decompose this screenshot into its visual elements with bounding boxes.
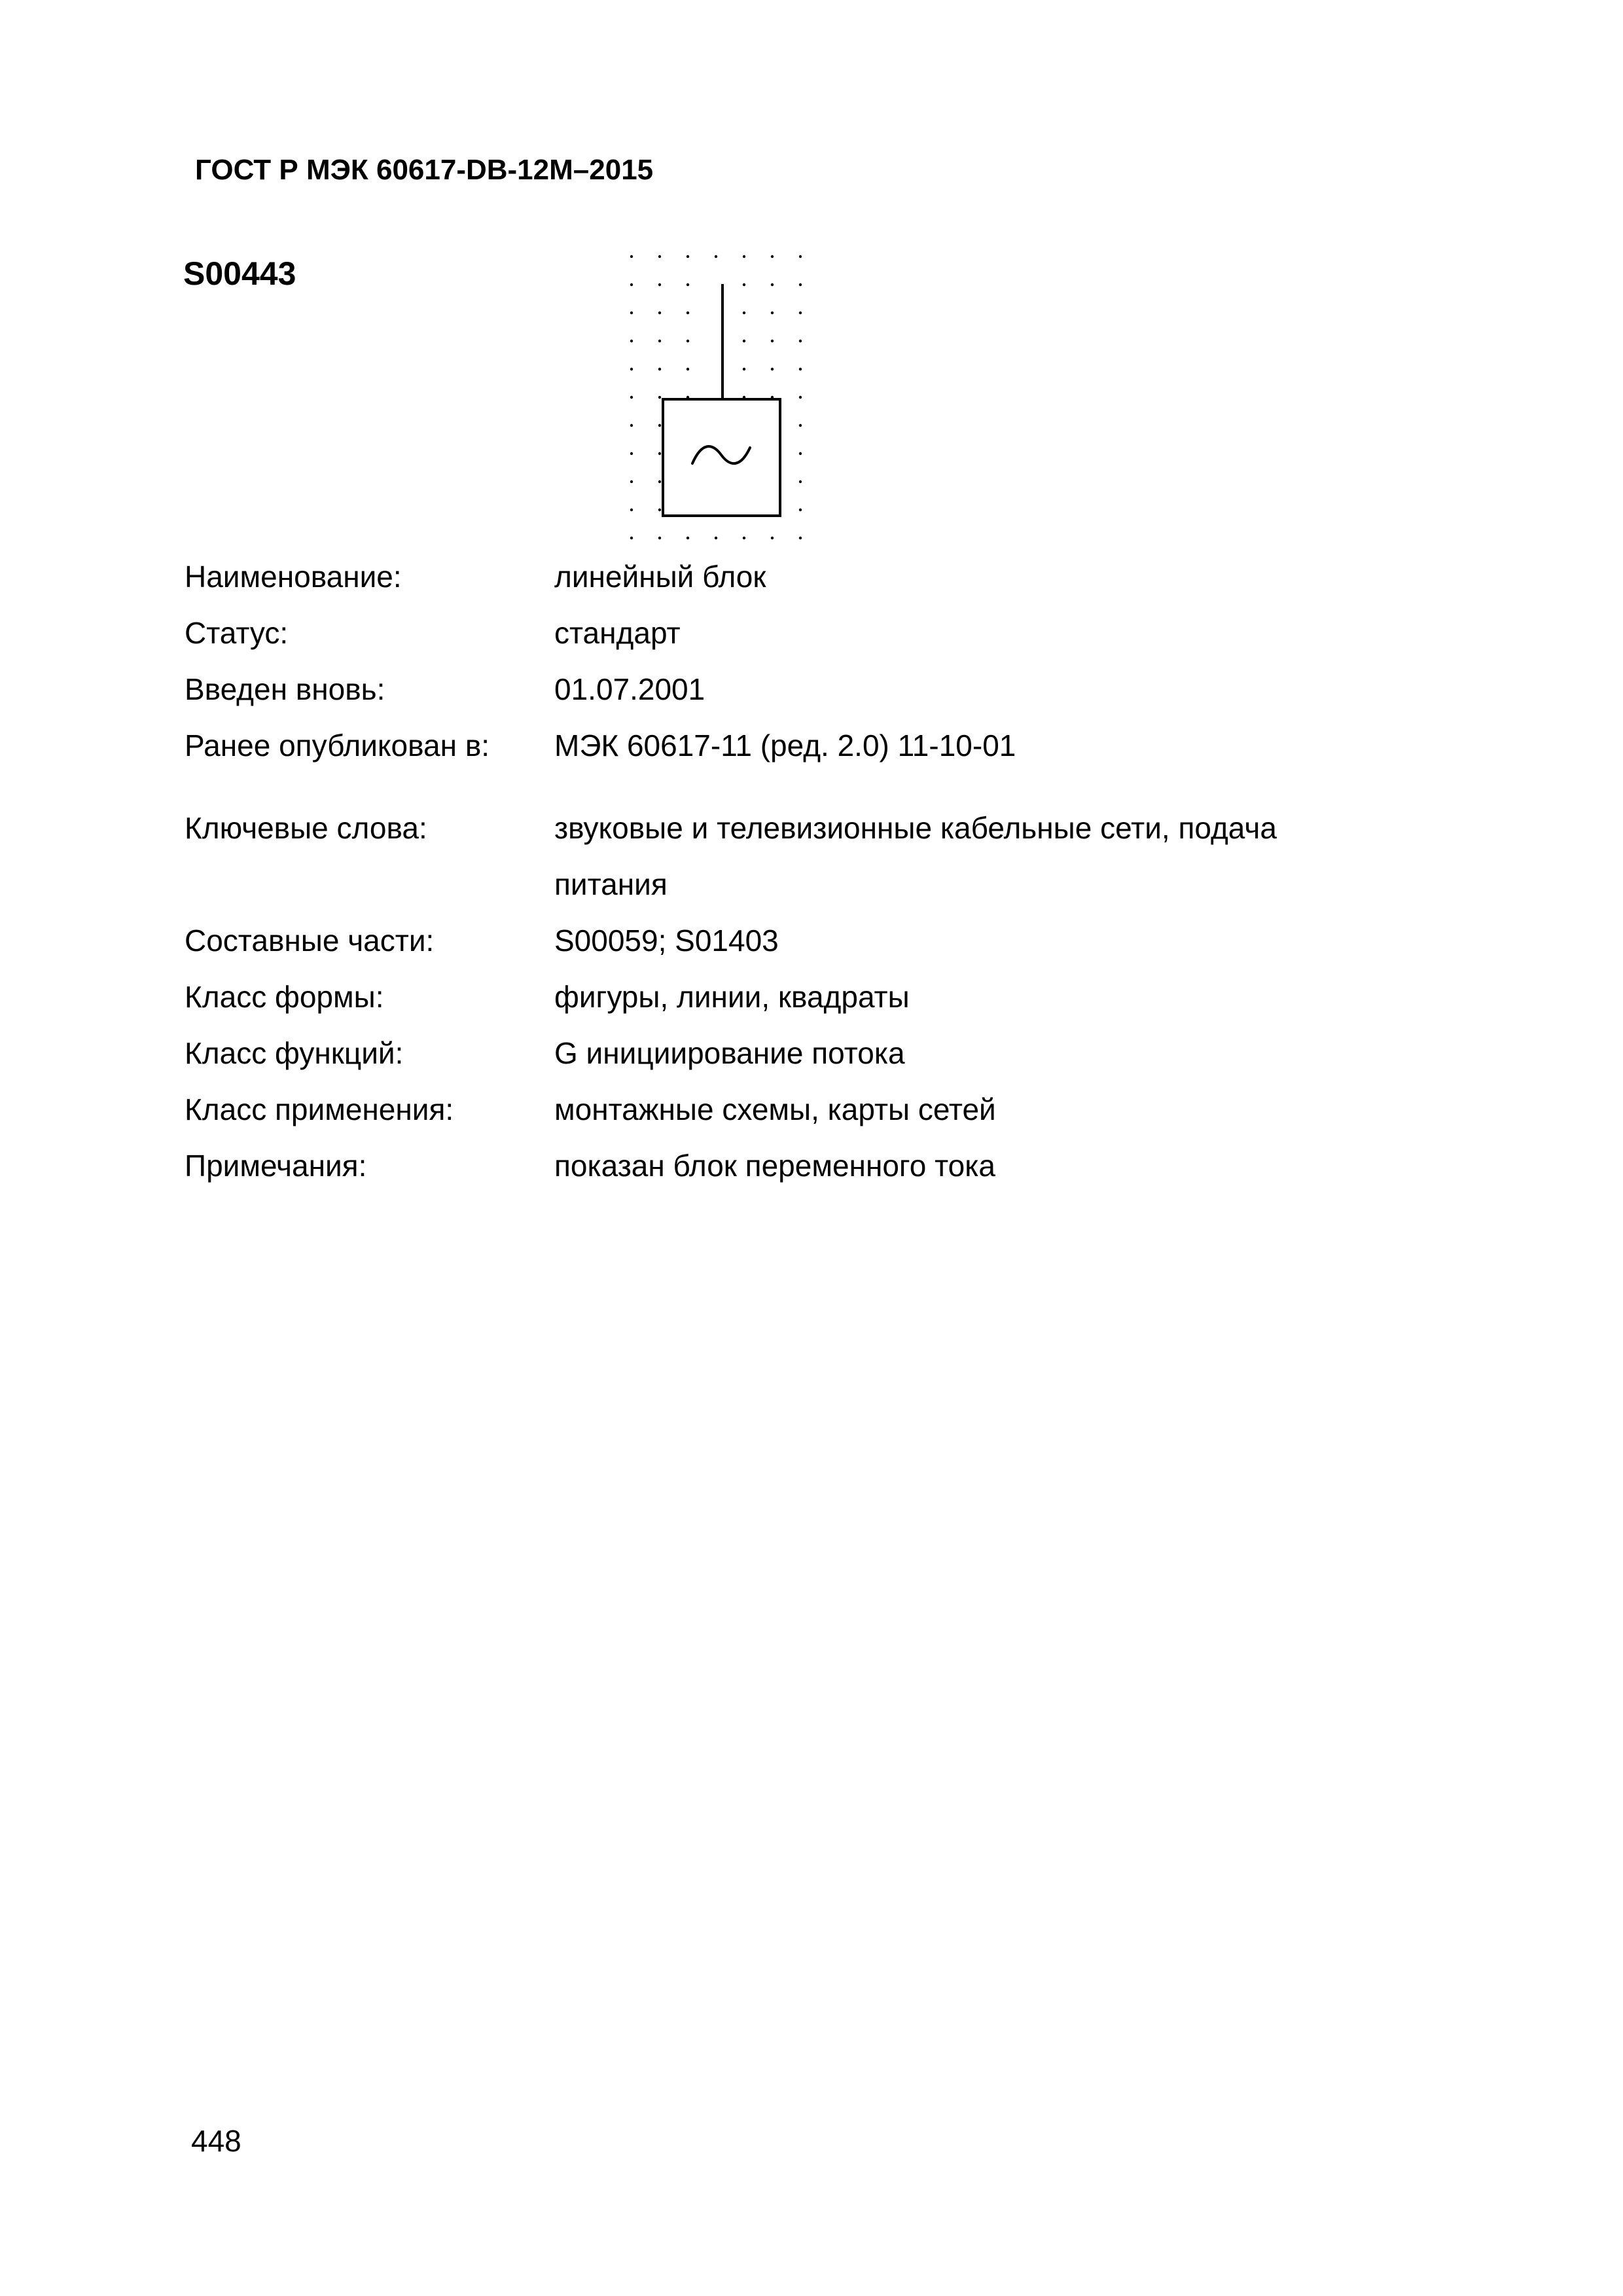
- property-value: показан блок переменного тока: [554, 1149, 995, 1183]
- grid-dot: [715, 255, 717, 258]
- property-value: 01.07.2001: [554, 672, 705, 706]
- grid-dot: [630, 509, 633, 511]
- grid-dot: [658, 480, 661, 483]
- grid-dot: [658, 283, 661, 286]
- grid-dot: [771, 255, 774, 258]
- document-header: ГОСТ Р МЭК 60617-DB-12M–2015: [195, 154, 654, 186]
- grid-dot: [799, 255, 802, 258]
- grid-dot: [771, 340, 774, 342]
- grid-dot: [799, 368, 802, 370]
- grid-dot: [687, 255, 689, 258]
- grid-dot: [658, 312, 661, 314]
- property-value: S00059; S01403: [554, 924, 779, 958]
- symbol-code: S00443: [183, 255, 296, 292]
- grid-dot: [743, 368, 745, 370]
- property-value: питания: [554, 867, 668, 901]
- grid-dot: [743, 340, 745, 342]
- property-value: G инициирование потока: [554, 1036, 905, 1070]
- grid-dot: [687, 537, 689, 539]
- grid-dot: [658, 509, 661, 511]
- alternating-current-sign: [692, 446, 750, 463]
- grid-dot: [630, 396, 633, 399]
- grid-dot: [799, 509, 802, 511]
- property-value: звуковые и телевизионные кабельные сети, подача: [554, 811, 1277, 845]
- property-label: Ключевые слова:: [185, 811, 427, 845]
- grid-dot: [799, 340, 802, 342]
- ac-line-unit-symbol-icon: [622, 247, 825, 548]
- property-label: Статус:: [185, 616, 289, 650]
- property-label: Класс функций:: [185, 1036, 404, 1070]
- grid-dot: [771, 312, 774, 314]
- grid-dot: [799, 396, 802, 399]
- grid-dot: [799, 312, 802, 314]
- grid-dot: [687, 340, 689, 342]
- property-value: линейный блок: [554, 560, 766, 594]
- dot-grid: [630, 255, 802, 539]
- grid-dot: [715, 537, 717, 539]
- property-value: монтажные схемы, карты сетей: [554, 1092, 996, 1126]
- grid-dot: [743, 537, 745, 539]
- property-label: Класс формы:: [185, 980, 384, 1014]
- grid-dot: [630, 368, 633, 370]
- grid-dot: [630, 312, 633, 314]
- grid-dot: [743, 312, 745, 314]
- grid-dot: [658, 368, 661, 370]
- grid-dot: [630, 424, 633, 427]
- property-label: Примечания:: [185, 1149, 367, 1183]
- grid-dot: [658, 452, 661, 455]
- grid-dot: [630, 452, 633, 455]
- property-label: Наименование:: [185, 560, 402, 594]
- grid-dot: [658, 340, 661, 342]
- grid-dot: [799, 424, 802, 427]
- grid-dot: [771, 368, 774, 370]
- grid-dot: [799, 537, 802, 539]
- property-label: Ранее опубликован в:: [185, 728, 490, 762]
- grid-dot: [658, 396, 661, 399]
- grid-dot: [658, 255, 661, 258]
- grid-dot: [630, 255, 633, 258]
- grid-dot: [630, 283, 633, 286]
- grid-dot: [799, 283, 802, 286]
- property-label: Класс применения:: [185, 1092, 454, 1126]
- unit-square: [663, 399, 780, 516]
- grid-dot: [799, 452, 802, 455]
- grid-dot: [658, 424, 661, 427]
- symbol-figure: [622, 247, 825, 548]
- grid-dot: [743, 283, 745, 286]
- property-value: МЭК 60617-11 (ред. 2.0) 11-10-01: [554, 728, 1016, 762]
- property-label: Введен вновь:: [185, 672, 385, 706]
- property-value: фигуры, линии, квадраты: [554, 980, 910, 1014]
- grid-dot: [658, 537, 661, 539]
- grid-dot: [743, 255, 745, 258]
- grid-dot: [687, 283, 689, 286]
- grid-dot: [687, 368, 689, 370]
- property-value: стандарт: [554, 616, 681, 650]
- grid-dot: [771, 537, 774, 539]
- grid-dot: [799, 480, 802, 483]
- grid-dot: [771, 283, 774, 286]
- property-label: Составные части:: [185, 924, 435, 958]
- grid-dot: [630, 537, 633, 539]
- page-number: 448: [191, 2124, 241, 2158]
- grid-dot: [687, 312, 689, 314]
- grid-dot: [630, 340, 633, 342]
- grid-dot: [630, 480, 633, 483]
